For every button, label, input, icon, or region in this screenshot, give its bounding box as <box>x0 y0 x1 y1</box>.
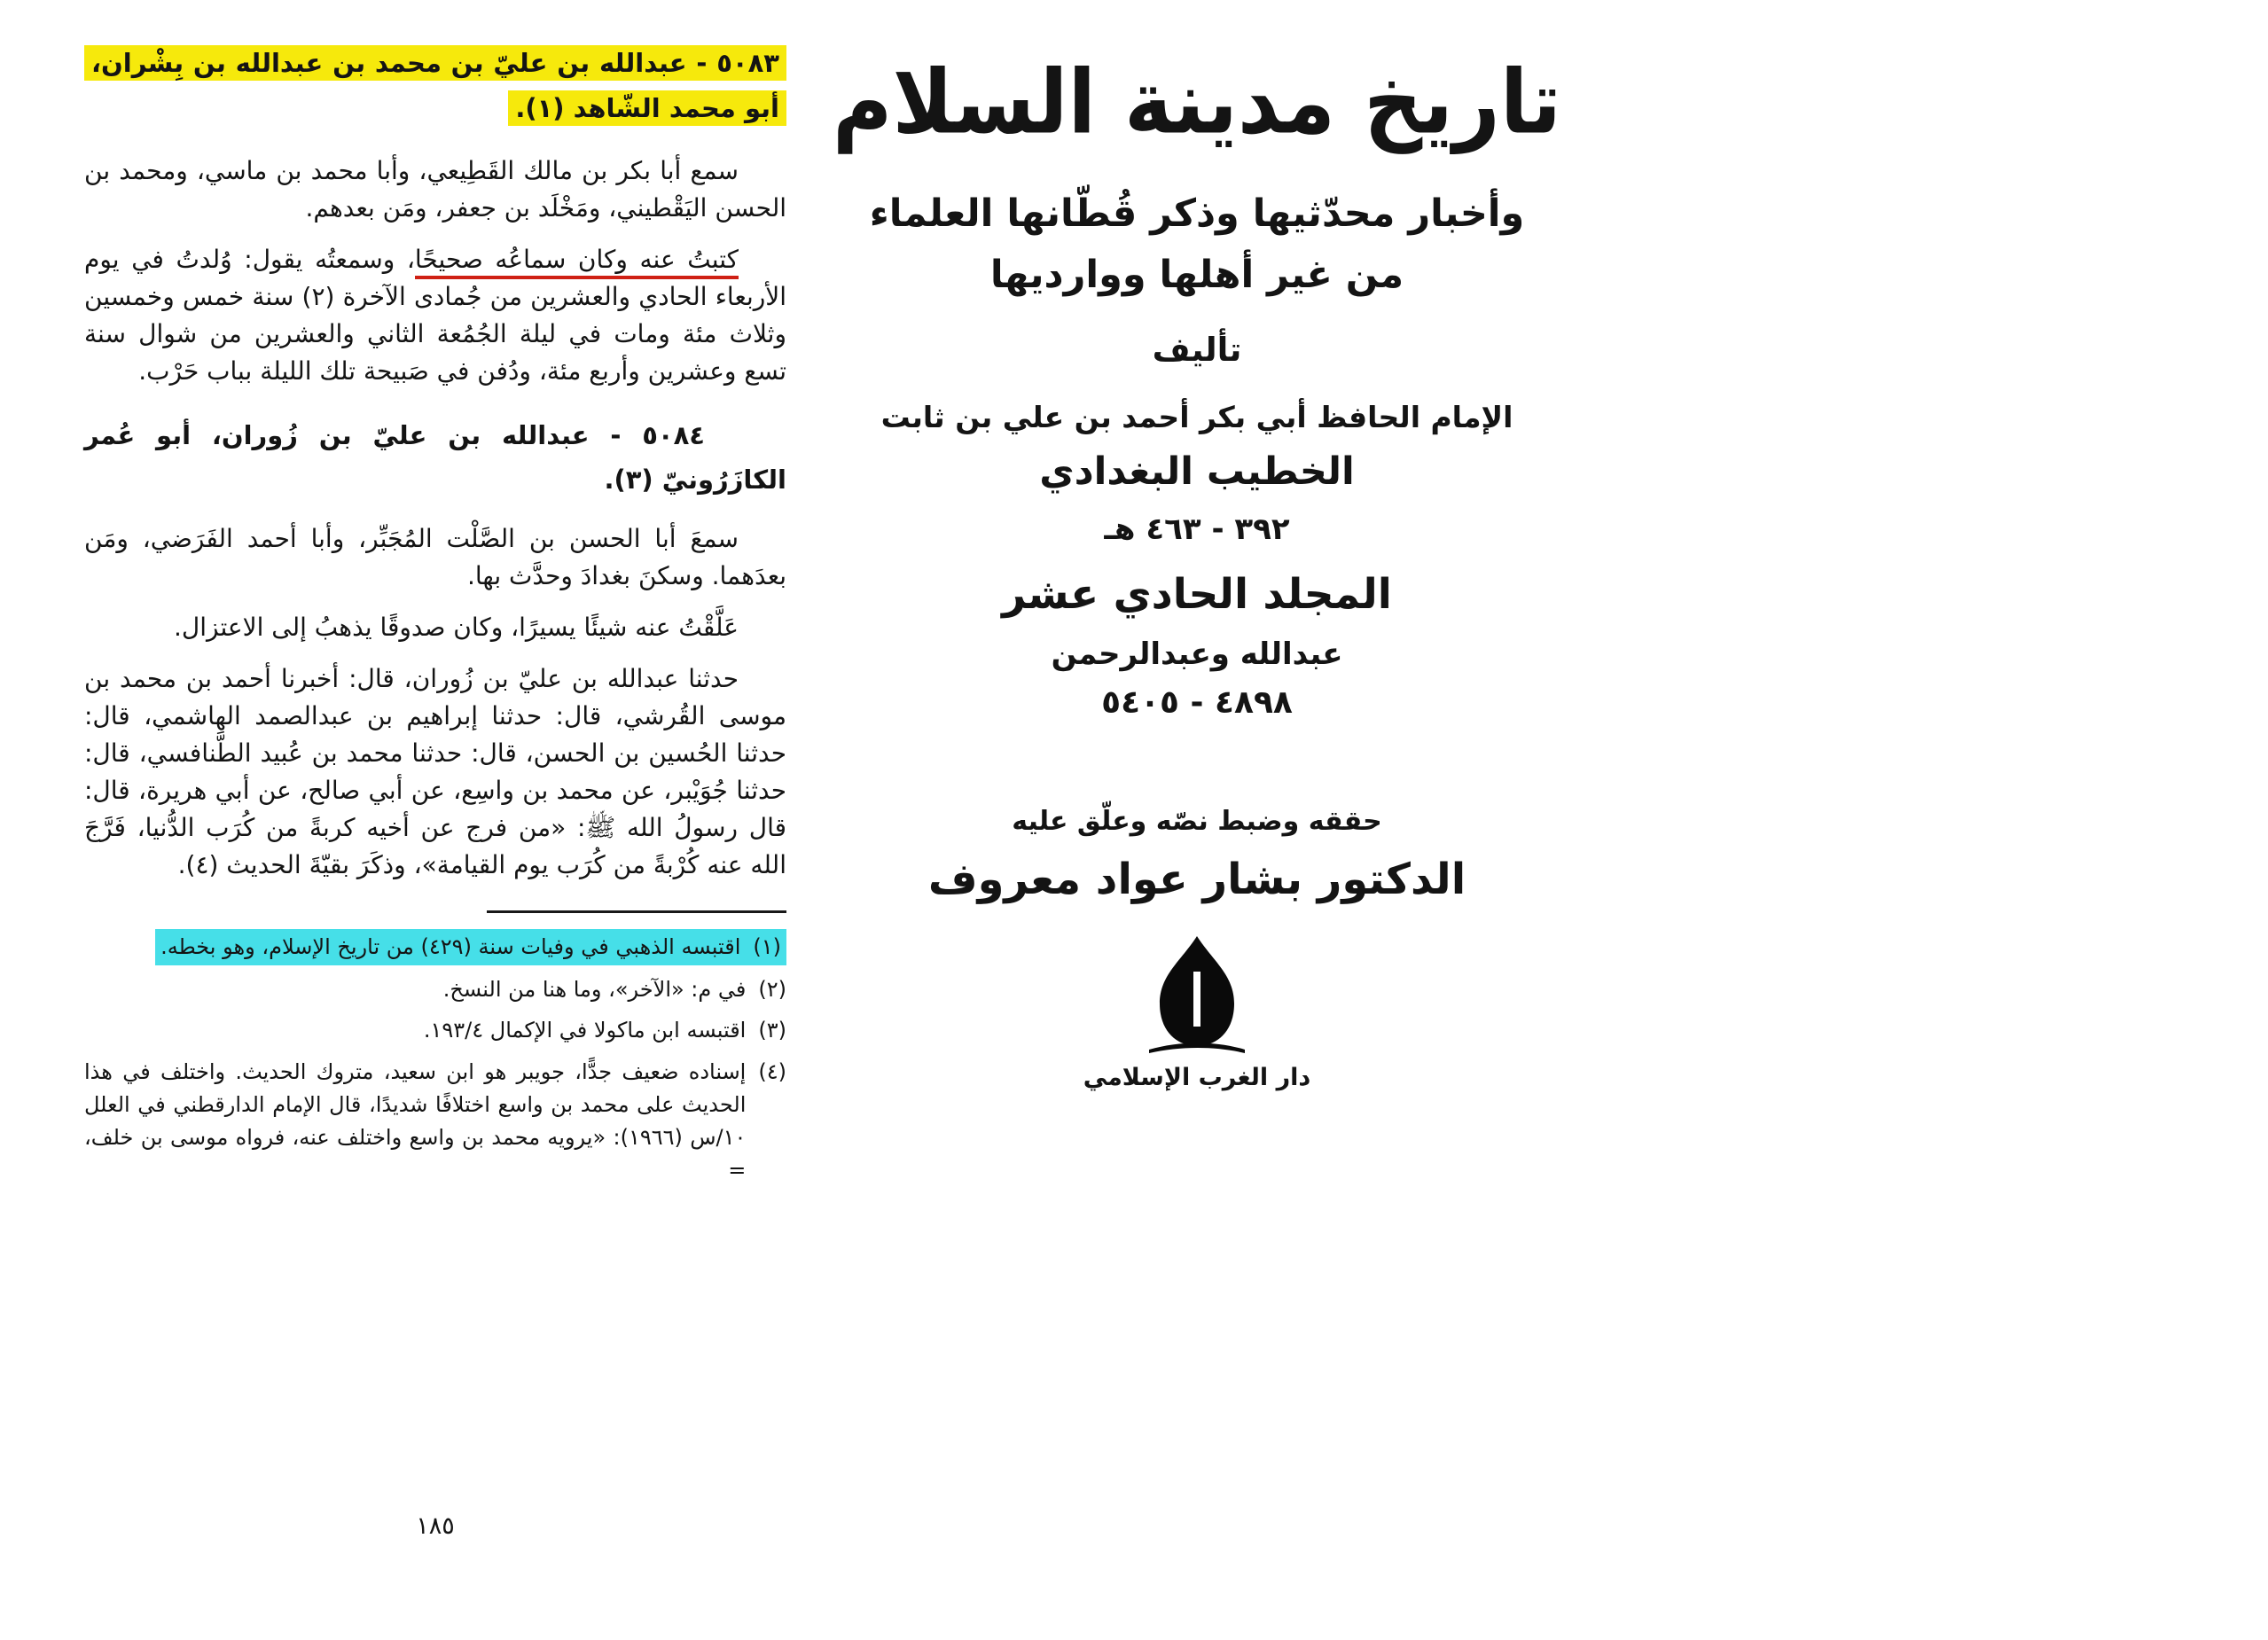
editor-credit-label: حققه وضبط نصّه وعلّق عليه <box>1012 806 1382 838</box>
footnote-divider <box>487 910 786 913</box>
footnote-3 <box>84 1014 786 1047</box>
entry-5084-teachers-paragraph: سمعَ أبا الحسن بن الصَّلْت المُجَبِّر، وأبا أحمد الفَرَضي، ومَن بعدَهما. وسكنَ بغدادَ وحدَّث بها. <box>84 524 786 590</box>
footnote-2-text: في م: «الآخر»، وما هنا من النسخ. <box>442 977 747 1003</box>
yellow-highlighted-heading: ٥٠٨٣ - عبدالله بن عليّ بن محمد بن عبدالله بن بِشْران، أبو محمد الشّاهد (١). <box>84 45 786 126</box>
left-page <box>84 41 786 1195</box>
footnote-1-number: (١) <box>753 934 781 959</box>
footnote-2-number: (٢) <box>758 977 786 1003</box>
author-dates: ٣٩٢ - ٤٦٣ هـ <box>1104 512 1290 548</box>
footnote-4 <box>84 1056 786 1188</box>
volume-title: المجلد الحادي عشر <box>1002 570 1392 620</box>
book-subtitle-line1: وأخبار محدّثيها وذكر قُطّانها العلماء <box>869 191 1525 236</box>
publisher-name: دار الغرب الإسلامي <box>1083 1064 1311 1092</box>
red-underlined-phrase: كتبتُ عنه وكان سماعُه صحيحًا <box>415 245 739 279</box>
entry-5084-author-note-paragraph: عَلَّقْتُ عنه شيئًا يسيرًا، وكان صدوقًا يذهبُ إلى الاعتزال. <box>173 613 739 642</box>
biography-continuation-text: ، وسمعتُه يقول: وُلدتُ في يوم الأربعاء الحادي والعشرين من جُمادى الآخرة (٢) سنة خمس وخمسين وثلاث مئة ومات في ليلة الجُمُعة الثاني والعشرين من شوال سنة تسع وعشرين وأربع مئة، ودُفن في صَبيحة تلك الليلة بباب حَرْب. <box>84 244 787 386</box>
footnote-3-number: (٣) <box>758 1018 786 1043</box>
volume-name-range: عبدالله وعبدالرحمن <box>1051 636 1343 673</box>
footnote-3-text: اقتبسه ابن ماكولا في الإكمال ١٩٣/٤. <box>423 1018 747 1043</box>
footnote-4-text: إسناده ضعيف جدًّا، جويبر هو ابن سعيد، متروك الحديث. واختلف في هذا الحديث على محمد بن واسع اختلافًا شديدًا، قال الإمام الدارقطني في العلل ١٠/س (١٩٦٦): «يرويه محمد بن واسع واختلف عنه، فرواه موسى بن خلف، = <box>84 1058 747 1183</box>
footnote-1-text: اقتبسه الذهبي في وفيات سنة (٤٢٩) من تاريخ الإسلام، وهو بخطه. <box>160 934 741 959</box>
entry-5083-biography-paragraph <box>84 241 786 390</box>
byline-label: تأليف <box>1152 330 1242 369</box>
entry-5084-heading: ٥٠٨٤ - عبدالله بن عليّ بن زُوران، أبو عُمر الكازَرُونيّ (٣). <box>84 419 786 496</box>
footnote-2 <box>84 973 786 1006</box>
entry-number-range: ٤٨٩٨ - ٥٤٠٥ <box>1101 684 1293 722</box>
author-name-line1: الإمام الحافظ أبي بكر أحمد بن علي بن ثابت <box>880 399 1513 434</box>
entry-5083-heading <box>84 41 786 131</box>
book-title: تاريخ مدينة السلام <box>833 51 1561 154</box>
footnotes-section <box>84 929 786 1187</box>
entry-5084-hadith-isnad-paragraph: حدثنا عبدالله بن عليّ بن زُوران، قال: أخبرنا أحمد بن محمد بن موسى القُرشي، قال: حدثنا إبراهيم بن عبدالصمد الهاشمي، قال: حدثنا الحُسين بن الحسن، قال: حدثنا محمد بن عُبيد الطَّنافسي، قال: حدثنا جُوَيْبر، عن محمد بن واسِع، عن أبي صالح، عن أبي هريرة، قال: قال رسولُ الله ﷺ: «من فرج عن أخيه كربةً من كُرَب الدُّنيا، فَرَّجَ الله عنه كُرْبةً من كُرَب يوم القيامة»، وذكَرَ بقيّةَ الحديث (٤). <box>84 664 786 879</box>
publisher-logo-icon <box>829 934 1565 1057</box>
book-subtitle-line2: من غير أهلها ووارديها <box>989 252 1404 297</box>
title-page <box>829 51 1565 1091</box>
page-number: ١٨٥ <box>416 1512 455 1540</box>
entry-5083-teachers-paragraph: سمع أبا بكر بن مالك القَطِيعي، وأبا محمد بن ماسي، ومحمد بن الحسن اليَقْطيني، ومَخْلَد بن جعفر، ومَن بعدهم. <box>84 155 786 223</box>
author-name-line2: الخطيب البغدادي <box>1039 449 1355 495</box>
footnote-1-highlighted <box>155 929 786 965</box>
editor-name: الدكتور بشار عواد معروف <box>927 855 1466 905</box>
footnote-4-number: (٤) <box>758 1058 786 1084</box>
